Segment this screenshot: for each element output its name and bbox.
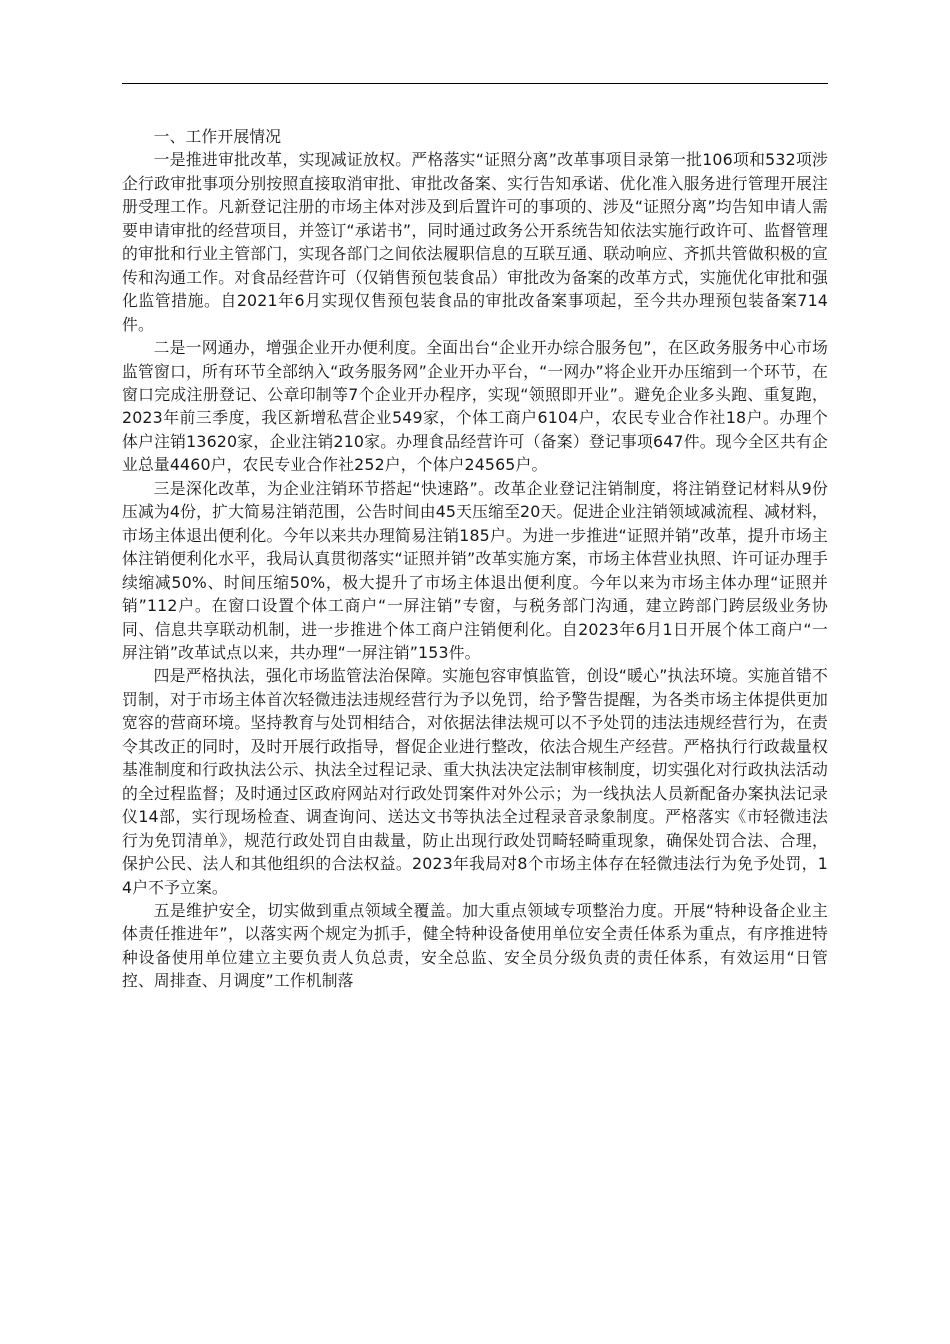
header-divider: [122, 83, 828, 84]
paragraph-one-stop-service: 二是一网通办，增强企业开办便利度。全面出台“企业开办综合服务包”，在区政务服务中心市场监管窗口，所有环节全部纳入“政务服务网”企业开办平台，“一网办”将企业开办压缩到一个环节，在窗口完成注册登记、公章印制等7个企业开办程序，实现“领照即开业”。避免企业多头跑、重复跑，2023年前三季度，我区新增私营企业549家，个体工商户6104户，农民专业合作社18户。办理个体户注销13620家，企业注销210家。办理食品经营许可（备案）登记事项647件。现今全区共有企业总量4460户，农民专业合作社252户，个体户24565户。: [122, 338, 828, 475]
document-body: [122, 125, 828, 993]
paragraph-approval-reform: 一是推进审批改革，实现减证放权。严格落实“证照分离”改革事项目录第一批106项和532项涉企行政审批事项分别按照直接取消审批、审批改备案、实行告知承诺、优化准入服务进行管理开展注册受理工作。凡新登记注册的市场主体对涉及到后置许可的事项的、涉及“证照分离”均告知申请人需要申请审批的经营项目，并签订“承诺书”，同时通过政务公开系统告知依法实施行政许可、监督管理的审批和行业主管部门，实现各部门之间依法履职信息的互联互通、联动响应、齐抓共管做积极的宣传和沟通工作。对食品经营许可（仅销售预包装食品）审批改为备案的改革方式，实施优化审批和强化监管措施。自2021年6月实现仅售预包装食品的审批改备案事项起，至今共办理预包装备案714件。: [122, 150, 828, 334]
paragraph-deregistration-reform: 三是深化改革，为企业注销环节搭起“快速路”。改革企业登记注销制度，将注销登记材料从9份压减为4份，扩大简易注销范围，公告时间由45天压缩至20天。促进企业注销领域减流程、减材料，市场主体退出便利化。今年以来共办理简易注销185户。为进一步推进“证照并销”改革，提升市场主体注销便利化水平，我局认真贯彻落实“证照并销”改革实施方案，市场主体营业执照、许可证办理手续缩减50%、时间压缩50%，极大提升了市场主体退出便利度。今年以来为市场主体办理“证照并销”112户。在窗口设置个体工商户“一屏注销”专窗，与税务部门沟通，建立跨部门跨层级业务协同、信息共享联动机制，进一步推进个体工商户注销便利化。自2023年6月1日开展个体工商户“一屏注销”改革试点以来，共办理“一屏注销”153件。: [122, 478, 828, 662]
section-heading: 一、工作开展情况: [153, 127, 282, 146]
paragraph-law-enforcement: 四是严格执法，强化市场监管法治保障。实施包容审慎监管，创设“暖心”执法环境。实施首错不罚制，对于市场主体首次轻微违法违规经营行为予以免罚，给予警告提醒，为各类市场主体提供更加宽容的营商环境。坚持教育与处罚相结合，对依据法律法规可以不予处罚的违法违规经营行为，在责令其改正的同时，及时开展行政指导，督促企业进行整改，依法合规生产经营。严格执行行政裁量权基准制度和行政执法公示、执法全过程记录、重大执法决定法制审核制度，切实强化对行政执法活动的全过程监督；及时通过区政府网站对行政处罚案件对外公示；为一线执法人员新配备办案执法记录仪14部，实行现场检查、调查询问、送达文书等执法全过程录音录象制度。严格落实《市轻微违法行为免罚清单》，规范行政处罚自由裁量，防止出现行政处罚畸轻畸重现象，确保处罚合法、合理，保护公民、法人和其他组织的合法权益。2023年我局对8个市场主体存在轻微违法行为免予处罚，14户不予立案。: [122, 666, 828, 897]
paragraph-safety: 五是维护安全，切实做到重点领域全覆盖。加大重点领域专项整治力度。开展“特种设备企业主体责任推进年”，以落实两个规定为抓手，健全特种设备使用单位安全责任体系为重点，有序推进特种设备使用单位建立主要负责人负总责，安全总监、安全员分级负责的责任体系，有效运用“日管控、周排查、月调度”工作机制落: [122, 900, 828, 991]
